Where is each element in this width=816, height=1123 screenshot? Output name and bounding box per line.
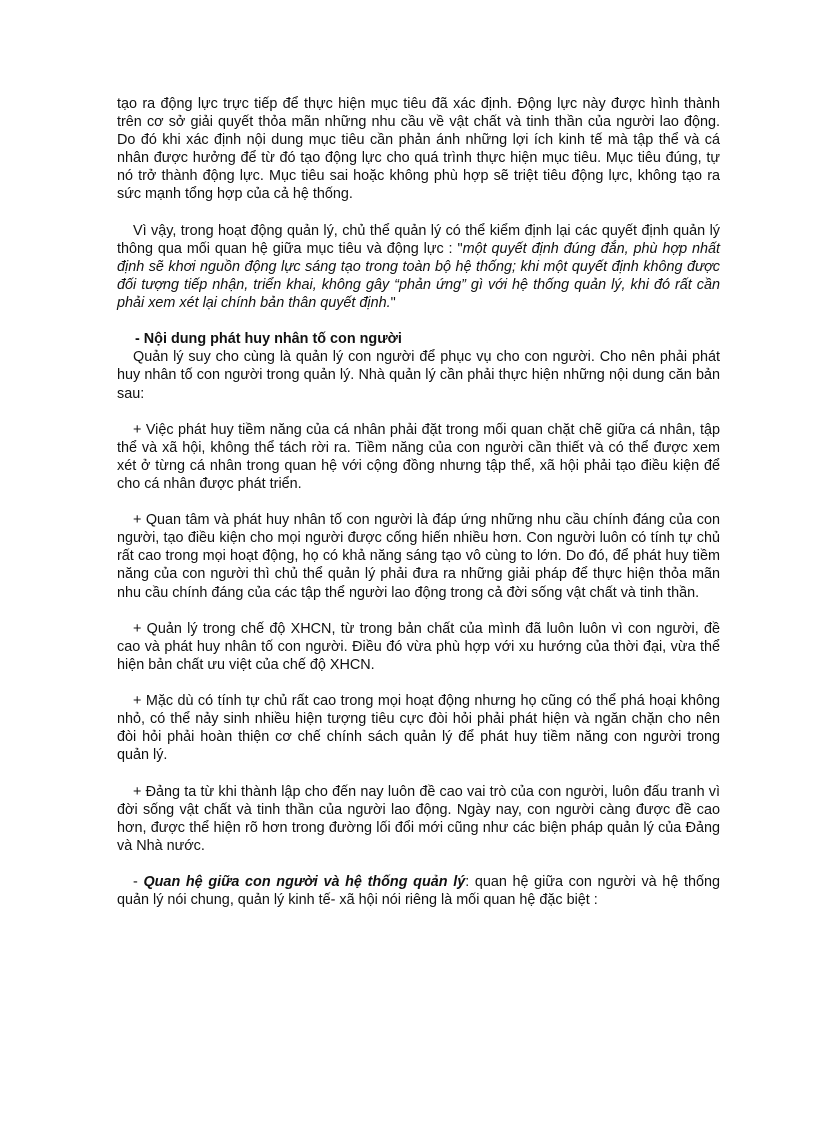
relationship-title: Quan hệ giữa con người và hệ thống quản lý — [143, 874, 466, 891]
paragraph-relationship — [117, 873, 720, 909]
quote-close: " — [390, 295, 396, 312]
dash-marker: - — [133, 874, 144, 891]
bullet-item: + Đảng ta từ khi thành lập cho đến nay luôn đề cao vai trò của con người, luôn đấu tranh vì đời sống vật chất và tinh thần của người lao động. Ngày nay, con người càng được đề cao hơn, được thể hiện rõ hơn trong đường lối đổi mới cũng như các biện pháp quản lý của Đảng và Nhà nước. — [117, 783, 720, 854]
bullet-item: + Quản lý trong chế độ XHCN, từ trong bản chất của mình đã luôn luôn vì con người, đề cao và phát huy nhân tố con người. Điều đó vừa phù hợp với xu hướng của thời đại, vừa thể hiện bản chất ưu việt của chế độ XHCN. — [117, 620, 720, 673]
relationship-text: : quan hệ giữa con người và hệ thống quản lý nói chung, quản lý kinh tế- xã hội nói riêng là mối quan hệ đặc biệt : — [117, 874, 720, 909]
paragraph-decision-check — [117, 222, 720, 312]
document-page — [117, 95, 720, 909]
paragraph-intro-text: Vì vậy, trong hoạt động quản lý, chủ thể quản lý có thể kiểm định lại các quyết định quản lý thông qua mối quan hệ giữa mục tiêu và động lực : " — [117, 222, 720, 257]
bullet-item: + Mặc dù có tính tự chủ rất cao trong mọi hoạt động nhưng họ cũng có thể phá hoại không nhỏ, có thể nảy sinh nhiều hiện tượng tiêu cực đòi hỏi phải phát hiện và ngăn chặn cho nên đòi hỏi phải hoàn thiện cơ chế chính sách quản lý để phát huy tiềm năng con người trong quản lý. — [117, 693, 720, 764]
paragraph-human-factor-intro: Quản lý suy cho cùng là quản lý con người để phục vụ cho con người. Cho nên phải phát huy nhân tố con người trong quản lý. Nhà quản lý cần phải thực hiện những nội dung căn bản sau: — [117, 349, 720, 402]
bullet-item: + Quan tâm và phát huy nhân tố con người là đáp ứng những nhu cầu chính đáng của con người, tạo điều kiện cho mọi người được cống hiến nhiều hơn. Con người luôn có tính tự chủ rất cao trong mọi hoạt động, họ có khả năng sáng tạo vô cùng to lớn. Do đó, để phát huy tiềm năng của con người thì chủ thể quản lý phải đưa ra những giải pháp để thực hiện thỏa mãn nhu cầu chính đáng của các tập thể người lao động trong cả đời sống vật chất và tinh thần. — [117, 512, 720, 601]
section-heading-human-factor: - Nội dung phát huy nhân tố con người — [135, 331, 402, 348]
bullet-item: + Việc phát huy tiềm năng của cá nhân phải đặt trong mối quan chặt chẽ giữa cá nhân, tập thể và xã hội, không thể tách rời ra. Tiềm năng của con người cần thiết và có thể được xem xét ở từng cá nhân trong quan hệ với cộng đồng nhưng tập thể, xã hội phải tạo điều kiện để cho cá nhân được phát triển. — [117, 421, 720, 492]
decision-quote: một quyết định đúng đắn, phù hợp nhất định sẽ khơi nguồn động lực sáng tạo trong toàn bộ hệ thống; khi một quyết định không được đối tượng tiếp nhận, triển khai, không gây “phản ứng” gì với hệ thống quản lý, khi đó rất cần phải xem xét lại chính bản thân quyết định. — [117, 240, 721, 312]
paragraph-motivation: tạo ra động lực trực tiếp để thực hiện mục tiêu đã xác định. Động lực này được hình thành trên cơ sở giải quyết thỏa mãn những nhu cầu về vật chất và tinh thần của người lao động. Do đó khi xác định nội dung mục tiêu cần phản ánh những lợi ích kinh tế mà tập thể và cá nhân được hưởng để từ đó tạo động lực cho quá trình thực hiện mục tiêu. Mục tiêu đúng, tự nó trở thành động lực. Mục tiêu sai hoặc không phù hợp sẽ triệt tiêu động lực, không tạo ra sức mạnh tổng hợp của cả hệ thống. — [117, 96, 720, 203]
